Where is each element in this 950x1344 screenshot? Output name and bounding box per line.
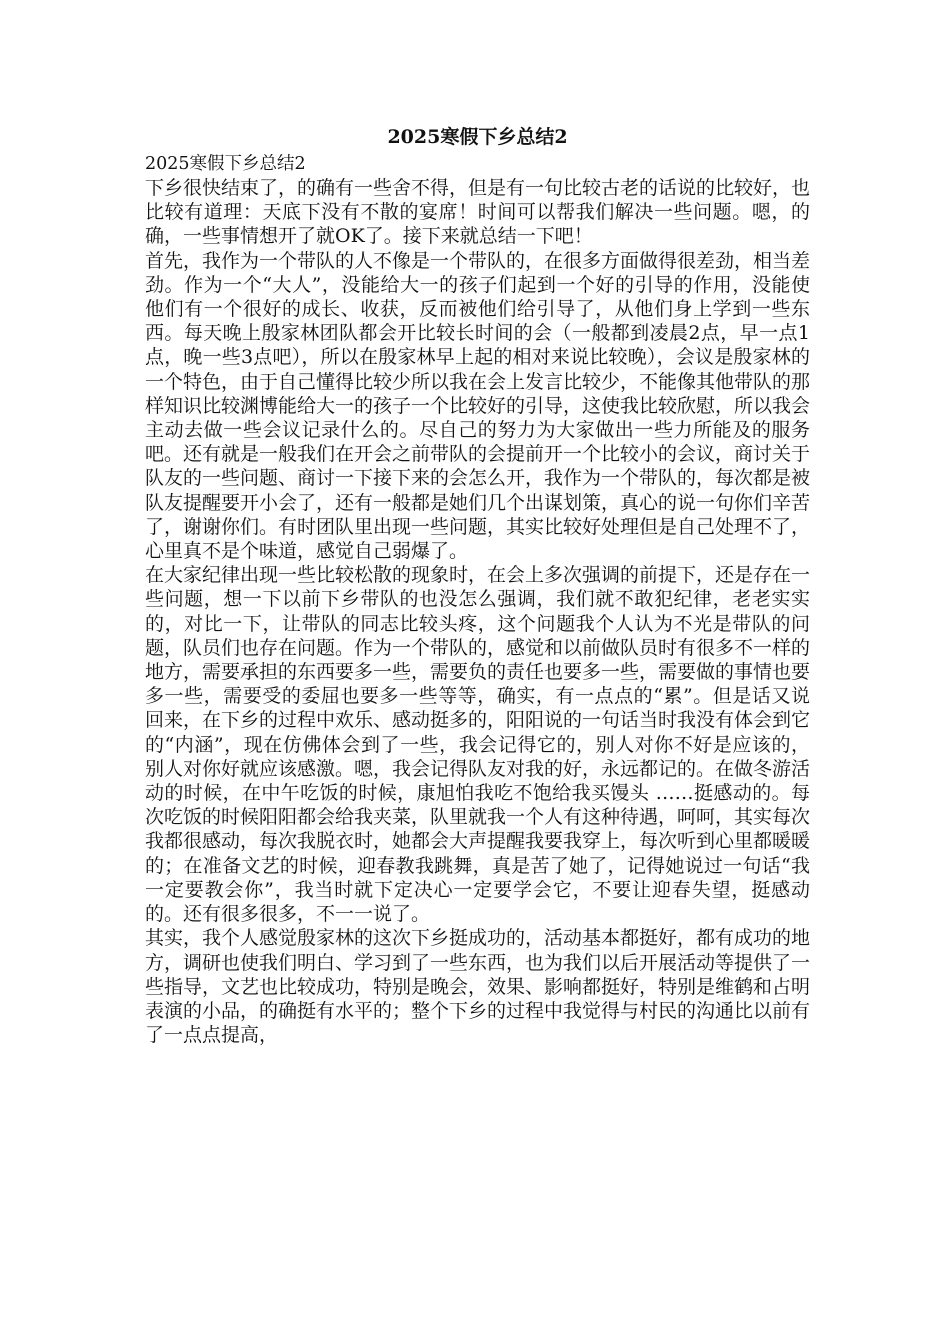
document-page xyxy=(145,122,810,1047)
document-subtitle: 2025寒假下乡总结2 xyxy=(145,154,306,174)
paragraph-summary: 其实，我个人感觉殷家林的这次下乡挺成功的，活动基本都挺好，都有成功的地方，调研也使我们明白、学习到了一些东西，也为我们以后开展活动等提供了一些指导，文艺也比较成功，特别是晚会，效果、影响都挺好，特别是维鹤和占明表演的小品，的确挺有水平的；整个下乡的过程中我觉得与村民的沟通比以前有了一点点提高， xyxy=(145,927,811,1047)
paragraph-leadership: 首先，我作为一个带队的人不像是一个带队的，在很多方面做得很差劲，相当差劲。作为一个“大人”，没能给大一的孩子们起到一个好的引导的作用，没能使他们有一个很好的成长、收获，反而被他们给引导了，从他们身上学到一些东西。每天晚上殷家林团队都会开比较长时间的会（一般都到凌晨2点，早一点1点，晚一些3点吧），所以在殷家林早上起的相对来说比较晚），会议是殷家林的一个特色，由于自己懂得比较少所以我在会上发言比较少，不能像其他带队的那样知识比较渊博能给大一的孩子一个比较好的引导，这使我比较欣慰，所以我会主动去做一些会议记录什么的。尽自己的努力为大家做出一些力所能及的服务吧。还有就是一般我们在开会之前带队的会提前开一个比较小的会议，商讨关于队友的一些问题、商讨一下接下来的会怎么开，我作为一个带队的，每次都是被队友提醒要开小会了，还有一般都是她们几个出谋划策，真心的说一句你们辛苦了，谢谢你们。有时团队里出现一些问题，其实比较好处理但是自己处理不了，心里真不是个味道，感觉自己弱爆了。 xyxy=(145,249,811,563)
document-title: 2025寒假下乡总结2 xyxy=(387,126,568,148)
paragraph-intro: 下乡很快结束了，的确有一些舍不得，但是有一句比较古老的话说的比较好，也比较有道理：天底下没有不散的宴席！时间可以帮我们解决一些问题。嗯，的确，一些事情想开了就OK了。接下来就总结一下吧！ xyxy=(145,177,811,248)
paragraph-discipline: 在大家纪律出现一些比较松散的现象时，在会上多次强调的前提下，还是存在一些问题，想一下以前下乡带队的也没怎么强调，我们就不敢犯纪律，老老实实的，对比一下，让带队的同志比较头疼，这个问题我个人认为不光是带队的问题，队员们也存在问题。作为一个带队的，感觉和以前做队员时有很多不一样的地方，需要承担的东西要多一些，需要负的责任也要多一些，需要做的事情也要多一些，需要受的委屈也要多一些等等，确实，有一点点的“累”。但是话又说回来，在下乡的过程中欢乐、感动挺多的，阳阳说的一句话当时我没有体会到它的“内涵”，现在仿佛体会到了一些，我会记得它的，别人对你不好是应该的，别人对你好就应该感激。嗯，我会记得队友对我的好，永远都记的。在做冬游活动的时候，在中午吃饭的时候，康旭怕我吃不饱给我买馒头 ……挺感动的。每次吃饭的时候阳阳都会给我夹菜，队里就我一个人有这种待遇，呵呵，其实每次我都很感动，每次我脱衣时，她都会大声提醒我要我穿上，每次听到心里都暖暖的；在准备文艺的时候，迎春教我跳舞，真是苦了她了，记得她说过一句话“我一定要教会你”，我当时就下定决心一定要学会它，不要让迎春失望，挺感动的。还有很多很多，不一一说了。 xyxy=(145,564,811,926)
